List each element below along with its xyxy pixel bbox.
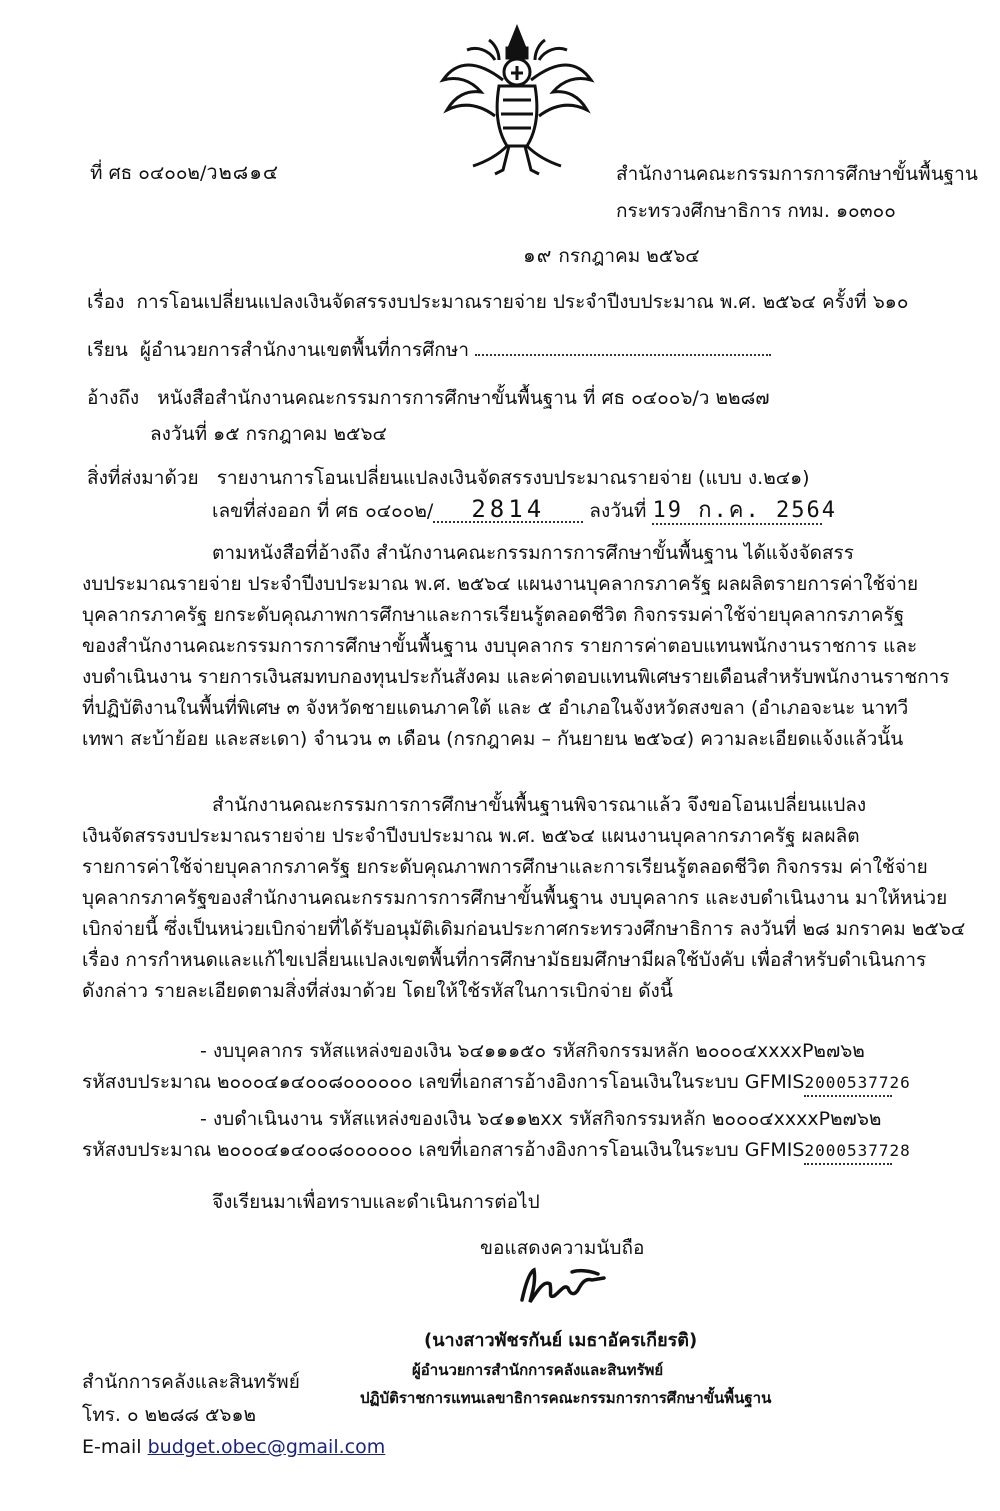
outgoing-number: 2814 <box>433 497 583 523</box>
body-paragraph-1 <box>82 538 950 755</box>
organization-name: สำนักงานคณะกรรมการการศึกษาขั้นพื้นฐาน <box>616 163 978 185</box>
recipient-blank <box>475 354 771 356</box>
enclosure-label: สิ่งที่ส่งมาด้วย <box>87 467 199 489</box>
document-date <box>523 243 700 268</box>
garuda-emblem <box>437 20 597 180</box>
signatory-acting-position: ปฏิบัติราชการแทนเลขาธิการคณะกรรมการการศึกษาขั้นพื้นฐาน <box>360 1389 772 1407</box>
paragraph-1-line: ของสำนักงานคณะกรรมการการศึกษาขั้นพื้นฐาน งบบุคลากร รายการค่าตอบแทนพนักงานราชการ และ <box>82 635 918 657</box>
footer-office: สำนักการคลังและสินทรัพย์ <box>82 1371 300 1393</box>
enclosure-text: รายงานการโอนเปลี่ยนแปลงเงินจัดสรรงบประมาณรายจ่าย (แบบ ง.๒๔๑) <box>216 467 810 489</box>
paragraph-1-line: เทพา สะบ้าย้อย และสะเดา) จำนวน ๓ เดือน (กรกฎาคม – กันยายน ๒๕๖๔) ความละเอียดแจ้งแล้วนั้น <box>82 728 904 750</box>
paragraph-1-line: ตามหนังสือที่อ้างถึง สำนักงานคณะกรรมการการศึกษาขั้นพื้นฐาน ได้แจ้งจัดสรร <box>212 542 854 564</box>
body-paragraph-2 <box>82 790 966 1007</box>
gfmis-number-2: 2000537728 <box>804 1139 892 1165</box>
date-month-year: กรกฎาคม ๒๕๖๔ <box>558 245 700 267</box>
email-label: E-mail <box>82 1436 142 1458</box>
salutation: ขอแสดงความนับถือ <box>480 1237 645 1259</box>
date-day-handwritten: ๑๙ <box>523 243 553 267</box>
reference-number <box>90 160 279 185</box>
paragraph-2-line: เงินจัดสรรงบประมาณรายจ่าย ประจำปีงบประมาณ พ.ศ. ๒๕๖๔ แผนงานบุคลากรภาครัฐ ผลผลิต <box>82 825 860 847</box>
footer-phone: โทร. ๐ ๒๒๘๘ ๕๖๑๒ <box>82 1404 257 1426</box>
organization-address: กระทรวงศึกษาธิการ กทม. ๑๐๓๐๐ <box>616 200 896 222</box>
subject-text: การโอนเปลี่ยนแปลงเงินจัดสรรงบประมาณรายจ่าย ประจำปีงบประมาณ พ.ศ. ๒๕๖๔ ครั้งที่ ๖๑๐ <box>136 291 909 313</box>
code-item-1-line2 <box>82 1070 911 1097</box>
footer-email <box>82 1435 385 1459</box>
signatory-position: ผู้อำนวยการสำนักการคลังและสินทรัพย์ <box>412 1361 664 1379</box>
paragraph-1-line: งบประมาณรายจ่าย ประจำปีงบประมาณ พ.ศ. ๒๕๖๔ แผนงานบุคลากรภาครัฐ ผลผลิตรายการค่าใช้จ่าย <box>82 573 919 595</box>
email-link[interactable]: budget.obec@gmail.com <box>147 1436 386 1458</box>
paragraph-1-line: ที่ปฏิบัติงานในพื้นที่พิเศษ ๓ จังหวัดชายแดนภาคใต้ และ ๕ อำเภอในจังหวัดสงขลา (อำเภอจะนะ นาทวี <box>82 697 909 719</box>
outgoing-number-label: เลขที่ส่งออก ที่ ศธ ๐๔๐๐๒/ <box>212 500 434 522</box>
code-item-1-line1: - งบบุคลากร รหัสแหล่งของเงิน ๖๔๑๑๑๕๐ รหัสกิจกรรมหลัก ๒๐๐๐๔xxxxP๒๗๖๒ <box>200 1040 865 1062</box>
subject-line <box>87 290 908 314</box>
subject-label: เรื่อง <box>87 291 125 313</box>
outgoing-date: 19 ก.ค. 2564 <box>652 498 837 523</box>
paragraph-2-line: เรื่อง การกำหนดและแก้ไขเปลี่ยนแปลงเขตพื้นที่การศึกษามัธยมศึกษามีผลใช้บังคับ เพื่อสำหรับดำเนินการ <box>82 949 927 971</box>
paragraph-2-line: บุคลากรภาครัฐของสำนักงานคณะกรรมการการศึกษาขั้นพื้นฐาน งบบุคลากร และงบดำเนินงาน มาให้หน่วย <box>82 887 948 909</box>
recipient-line <box>87 338 771 362</box>
reference-number-label: ที่ ศธ ๐๔๐๐๒/ <box>90 162 207 184</box>
code-item-2-line1: - งบดำเนินงาน รหัสแหล่งของเงิน ๖๔๑๑๒xx รหัสกิจกรรมหลัก ๒๐๐๐๔xxxxP๒๗๖๒ <box>200 1108 882 1130</box>
paragraph-2-line: ดังกล่าว รายละเอียดตามสิ่งที่ส่งมาด้วย โดยให้ใช้รหัสในการเบิกจ่าย ดังนี้ <box>82 980 673 1002</box>
reference-number-handwritten: ว๒๘๑๔ <box>206 160 280 184</box>
gfmis-number-1: 2000537726 <box>804 1071 892 1097</box>
paragraph-2-line: เบิกจ่ายนี้ ซึ่งเป็นหน่วยเบิกจ่ายที่ได้รับอนุมัติเดิมก่อนประกาศกระทรวงศึกษาธิการ ลงวันที่ ๒๘ มกราคม ๒๕๖๔ <box>82 918 966 940</box>
recipient-label: เรียน <box>87 339 128 361</box>
paragraph-2-line: รายการค่าใช้จ่ายบุคลากรภาครัฐ ยกระดับคุณภาพการศึกษาและการเรียนรู้ตลอดชีวิต กิจกรรม ค่าใช้จ่าย <box>82 856 928 878</box>
code-item-2-line2 <box>82 1138 911 1165</box>
recipient-text: ผู้อำนวยการสำนักงานเขตพื้นที่การศึกษา <box>139 339 469 361</box>
code-item-1-budget-code: รหัสงบประมาณ ๒๐๐๐๔๑๔๐๐๘๐๐๐๐๐๐ เลขที่เอกสารอ้างอิงการโอนเงินในระบบ GFMIS <box>82 1071 805 1093</box>
handwritten-signature <box>512 1262 612 1310</box>
reference-text: หนังสือสำนักงานคณะกรรมการการศึกษาขั้นพื้นฐาน ที่ ศธ ๐๔๐๐๖/ว ๒๒๘๗ <box>157 387 770 409</box>
reference-line2: ลงวันที่ ๑๕ กรกฎาคม ๒๕๖๔ <box>150 423 387 445</box>
paragraph-1-line: งบดำเนินงาน รายการเงินสมทบกองทุนประกันสังคม และค่าตอบแทนพิเศษรายเดือนสำหรับพนักงานราชการ <box>82 666 950 688</box>
paragraph-2-line: สำนักงานคณะกรรมการการศึกษาขั้นพื้นฐานพิจารณาแล้ว จึงขอโอนเปลี่ยนแปลง <box>212 794 867 816</box>
signatory-name: (นางสาวพัชรกันย์ เมธาอัครเกียรติ) <box>424 1330 698 1351</box>
reference-line1 <box>87 386 770 410</box>
reference-label: อ้างถึง <box>87 387 140 409</box>
outgoing-date-label: ลงวันที่ <box>589 500 647 522</box>
closing-sentence: จึงเรียนมาเพื่อทราบและดำเนินการต่อไป <box>212 1191 540 1213</box>
enclosure-line1 <box>87 466 810 490</box>
enclosure-line2 <box>212 495 837 525</box>
code-item-2-budget-code: รหัสงบประมาณ ๒๐๐๐๔๑๔๐๐๘๐๐๐๐๐๐ เลขที่เอกสารอ้างอิงการโอนเงินในระบบ GFMIS <box>82 1139 805 1161</box>
paragraph-1-line: บุคลากรภาครัฐ ยกระดับคุณภาพการศึกษาและการเรียนรู้ตลอดชีวิต กิจกรรมค่าใช้จ่ายบุคลากรภาครัฐ <box>82 604 905 626</box>
